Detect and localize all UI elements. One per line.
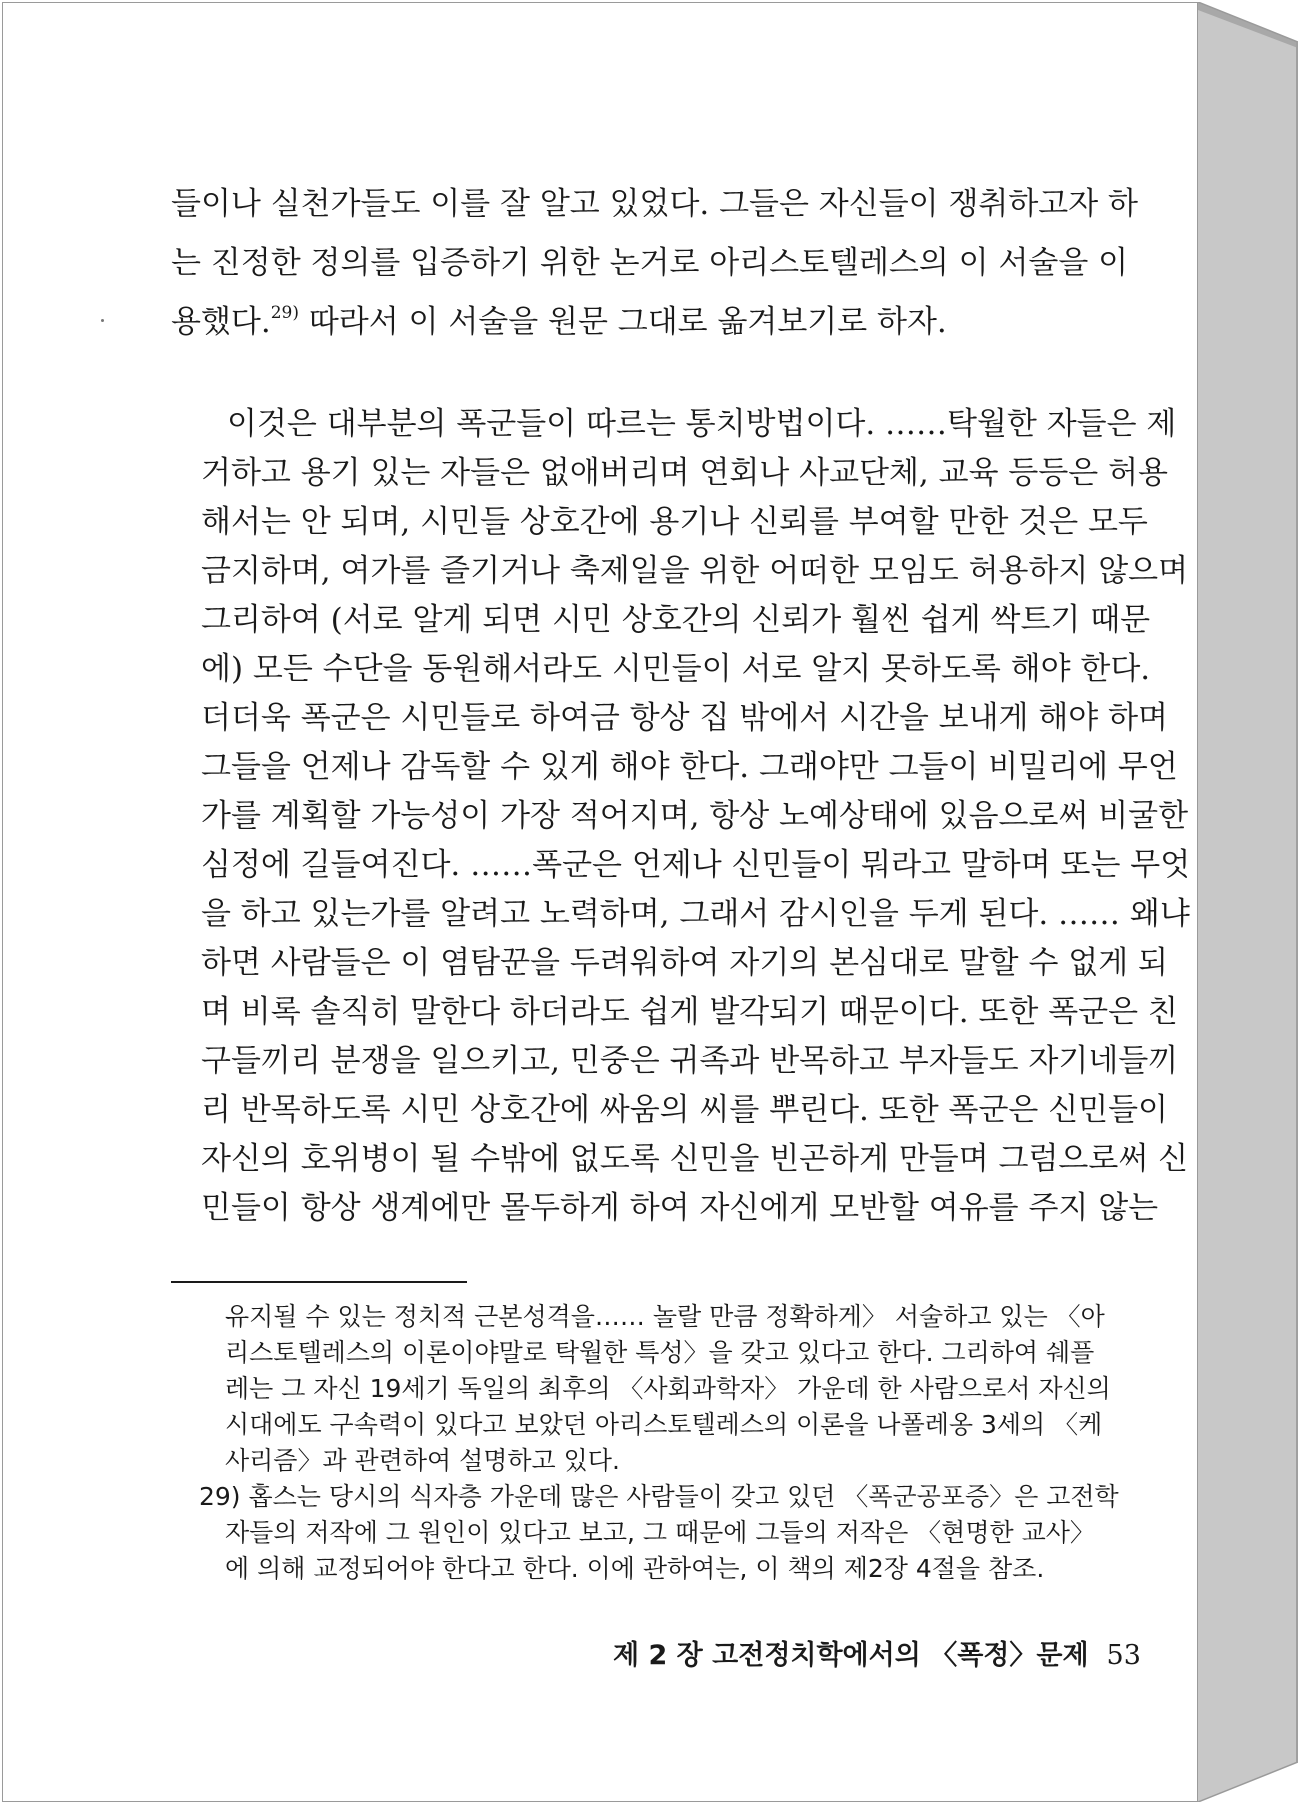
quote-line-6: 에) 모든 수단을 동원해서라도 시민들이 서로 알지 못하도록 해야 한다. [201, 651, 1151, 687]
book-edge-graphic [1198, 2, 1298, 1802]
intro-line-1: 들이나 실천가들도 이를 잘 알고 있었다. 그들은 자신들이 쟁취하고자 하 [171, 186, 1138, 222]
footnote-continued-line-3: 레는 그 자신 19세기 독일의 최후의 〈사회과학자〉 가운데 한 사람으로서 자신의 [225, 1374, 1111, 1403]
footnote-continued-line-5: 사리즘〉과 관련하여 설명하고 있다. [225, 1446, 620, 1475]
quote-line-2: 거하고 용기 있는 자들은 없애버리며 연회나 사교단체, 교육 등등은 허용 [201, 455, 1168, 491]
quote-line-4: 금지하며, 여가를 즐기거나 축제일을 위한 어떠한 모임도 허용하지 않으며 [201, 553, 1189, 589]
running-footer [613, 1639, 1141, 1673]
quote-line-14: 구들끼리 분쟁을 일으키고, 민중은 귀족과 반목하고 부자들도 자기네들끼 [201, 1043, 1179, 1079]
intro-line-3-text-a: 용했다. [171, 304, 271, 340]
quote-line-13: 며 비록 솔직히 말한다 하더라도 쉽게 발각되기 때문이다. 또한 폭군은 친 [201, 994, 1178, 1030]
quote-line-7: 더더욱 폭군은 시민들로 하여금 항상 집 밖에서 시간을 보내게 해야 하며 [201, 700, 1168, 736]
intro-line-3 [171, 303, 1053, 341]
intro-line-3-text-b: 따라서 이 서술을 원문 그대로 옮겨보기로 하자. [298, 304, 947, 340]
page-number: 53 [1106, 1640, 1141, 1671]
quote-line-11: 을 하고 있는가를 알려고 노력하며, 그래서 감시인을 두게 된다. …… 왜냐 [201, 896, 1190, 932]
quote-line-8: 그들을 언제나 감독할 수 있게 해야 한다. 그래야만 그들이 비밀리에 무언 [201, 749, 1178, 785]
quote-line-3: 해서는 안 되며, 시민들 상호간에 용기나 신뢰를 부여할 만한 것은 모두 [201, 504, 1148, 540]
page-sheet [2, 2, 1198, 1802]
footnote-continued-line-4: 시대에도 구속력이 있다고 보았던 아리스토텔레스의 이론을 나폴레옹 3세의 〈케 [225, 1410, 1103, 1439]
footnote-reference-29[interactable]: 29) [270, 303, 299, 323]
chapter-title: 제 2 장 고전정치학에서의 〈폭정〉문제 [613, 1640, 1089, 1671]
quote-line-10: 심정에 길들여진다. ……폭군은 언제나 신민들이 뭐라고 말하며 또는 무엇 [201, 847, 1191, 883]
footnote-separator [171, 1281, 467, 1283]
book-edge-face [1198, 2, 1298, 1802]
footnote-29-line-1: 29) 홉스는 당시의 식자층 가운데 많은 사람들이 갖고 있던 〈폭군공포증〉은 고전학 [199, 1482, 1119, 1511]
quote-line-9: 가를 계획할 가능성이 가장 적어지며, 항상 노예상태에 있음으로써 비굴한 [201, 798, 1189, 834]
quote-line-12: 하면 사람들은 이 염탐꾼을 두려워하여 자기의 본심대로 말할 수 없게 되 [201, 945, 1168, 981]
quote-line-5: 그리하여 (서로 알게 되면 시민 상호간의 신뢰가 훨씬 쉽게 싹트기 때문 [201, 602, 1151, 638]
footnote-continued-line-2: 리스토텔레스의 이론이야말로 탁월한 특성〉을 갖고 있다고 한다. 그리하여 쉐플 [225, 1338, 1095, 1367]
footnote-29-line-2: 자들의 저작에 그 원인이 있다고 보고, 그 때문에 그들의 저작은 〈현명한 교사〉 [225, 1518, 1095, 1547]
quote-line-1: 이것은 대부분의 폭군들이 따르는 통치방법이다. ……탁월한 자들은 제 [227, 406, 1177, 442]
quote-line-15: 리 반목하도록 시민 상호간에 싸움의 씨를 뿌린다. 또한 폭군은 신민들이 [201, 1092, 1168, 1128]
book-edge-decoration [1198, 2, 1298, 1802]
footnote-continued-line-1: 유지될 수 있는 정치적 근본성격을…… 놀랄 만큼 정확하게〉 서술하고 있는 〈아 [225, 1302, 1105, 1331]
quote-line-16: 자신의 호위병이 될 수밖에 없도록 신민을 빈곤하게 만들며 그럼으로써 신 [201, 1141, 1189, 1177]
scan-speck [101, 319, 104, 322]
quote-line-17: 민들이 항상 생계에만 몰두하게 하여 자신에게 모반할 여유를 주지 않는 [201, 1190, 1159, 1226]
intro-line-2: 는 진정한 정의를 입증하기 위한 논거로 아리스토텔레스의 이 서술을 이 [171, 245, 1129, 281]
footnote-29-line-3: 에 의해 교정되어야 한다고 한다. 이에 관하여는, 이 책의 제2장 4절을 참조. [225, 1554, 1045, 1583]
